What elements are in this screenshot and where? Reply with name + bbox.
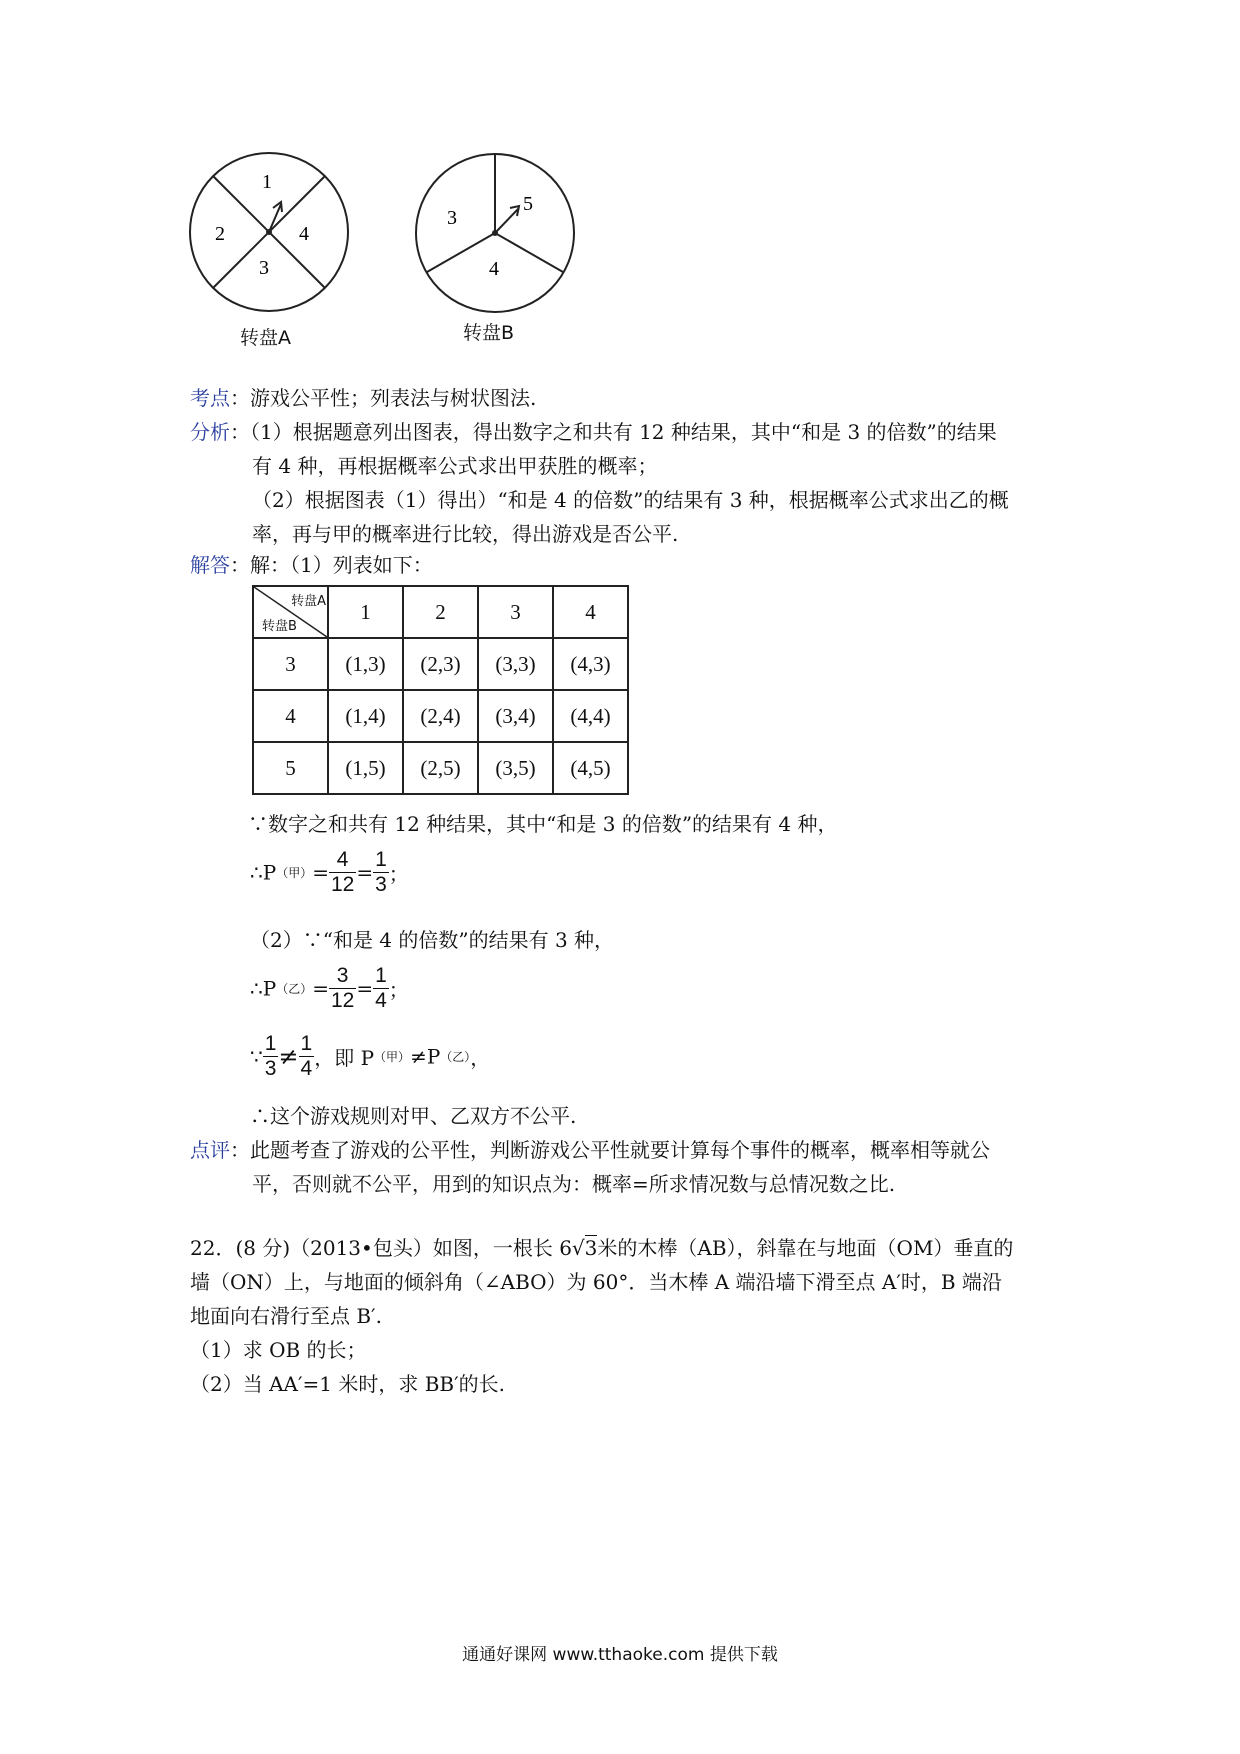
fraction-1-3 [373, 848, 389, 897]
p-jia-sub: （甲） [276, 866, 313, 880]
p-jia-formula [250, 848, 409, 897]
frac-den: 4 [375, 989, 387, 1012]
frac-num: 1 [264, 1032, 277, 1055]
table-cell: (2,5) [403, 742, 478, 794]
problem22-line-3: 地面向右滑行至点 B′. [190, 1304, 382, 1328]
frac-num: 1 [375, 964, 387, 987]
semicolon: ； [388, 978, 409, 1002]
table-row-header: 5 [253, 742, 328, 794]
fraction-4-12 [329, 848, 356, 897]
jieda-line [190, 551, 433, 579]
table-cell: (3,5) [478, 742, 553, 794]
eq-sign: = [356, 860, 374, 885]
table-cell: (2,3) [403, 638, 478, 690]
table-col-header: 3 [478, 586, 553, 638]
fenxi-line-2: 有 4 种，再根据概率公式求出甲获胜的概率； [252, 454, 658, 478]
p-yi-formula [250, 964, 409, 1013]
problem22-line-2: 墙（ON）上，与地面的倾斜角（∠ABO）为 60°．当木棒 A 端沿墙下滑至点 A′时，B 端沿 [190, 1270, 1002, 1294]
fenxi-text-1: ：（1）根据题意列出图表，得出数字之和共有 12 种结果，其中“和是 3 的倍数”的结果 [230, 420, 997, 444]
fraction-1-4-b [299, 1032, 315, 1081]
spinner-a-sector-4: 4 [299, 223, 309, 245]
semicolon: ； [388, 862, 409, 886]
jieda-tag: 解答 [190, 553, 230, 577]
comp-text-b: ≠P [410, 1044, 441, 1069]
problem22-text-a: 22．(8 分)（2013•包头）如图，一根长 6 [190, 1236, 572, 1260]
dianping-line-1 [190, 1136, 990, 1164]
dianping-tag: 点评 [190, 1138, 230, 1162]
table-cell: (4,4) [553, 690, 628, 742]
table-col-header: 4 [553, 586, 628, 638]
kaodian-tag: 考点 [190, 386, 230, 410]
sqrt-sign: √ [571, 1236, 585, 1260]
because-symbol: ∵ [250, 1044, 263, 1069]
comp-sub-a: （甲） [374, 1050, 411, 1064]
frac-num: 1 [375, 848, 387, 871]
spinner-a-sector-2: 2 [215, 223, 225, 245]
frac-den: 4 [300, 1057, 313, 1080]
table-cell: (3,4) [478, 690, 553, 742]
fenxi-line-1 [190, 418, 997, 446]
spinner-b-arrow [495, 208, 519, 233]
fenxi-line-4: 率，再与甲的概率进行比较，得出游戏是否公平. [252, 522, 679, 546]
solution-because-1: ∵数字之和共有 12 种结果，其中“和是 3 的倍数”的结果有 4 种， [248, 812, 838, 836]
frac-den: 3 [264, 1057, 277, 1080]
fraction-1-3-b [263, 1032, 279, 1081]
spinner-a-sector-3: 3 [259, 257, 269, 279]
problem22-text-b: 米的木棒（AB），斜靠在与地面（OM）垂直的 [597, 1236, 1014, 1260]
p-jia-eq: = [312, 860, 329, 885]
comp-end: ， [470, 1046, 491, 1070]
problem22-q2: （2）当 AA′=1 米时，求 BB′的长. [190, 1372, 505, 1396]
outcome-table [252, 585, 629, 795]
p-yi-eq: = [312, 976, 329, 1001]
fraction-1-4 [373, 964, 389, 1013]
spinner-b-label: 转盘B [463, 322, 515, 344]
table-cell: (1,4) [328, 690, 403, 742]
solution-part-2: （2）∵“和是 4 的倍数”的结果有 3 种， [250, 928, 615, 952]
frac-den: 3 [375, 873, 387, 896]
p-yi-label: ∴P [250, 976, 277, 1001]
table-cell: (3,3) [478, 638, 553, 690]
page-footer: 通通好课网 www.tthaoke.com 提供下载 [462, 1645, 778, 1665]
problem22-line-1 [190, 1234, 1013, 1262]
spinner-a-arrow [269, 204, 281, 232]
corner-label-a: 转盘A [291, 594, 326, 609]
table-row [253, 690, 628, 742]
table-col-header: 2 [403, 586, 478, 638]
corner-label-b: 转盘B [262, 619, 297, 634]
fenxi-tag: 分析 [190, 420, 230, 444]
table-row [253, 742, 628, 794]
sqrt-radicand: 3 [584, 1236, 598, 1260]
comp-sub-b: （乙） [440, 1050, 471, 1064]
dianping-line-2: 平，否则就不公平，用到的知识点为：概率=所求情况数与总情况数之比. [252, 1172, 896, 1196]
kaodian-text: ：游戏公平性；列表法与树状图法. [230, 386, 537, 410]
frac-num: 4 [329, 848, 356, 873]
comp-text-a: ，即 P [314, 1046, 375, 1070]
problem22-q1: （1）求 OB 的长； [190, 1338, 367, 1362]
table-corner-cell [253, 586, 328, 638]
frac-num: 1 [300, 1032, 313, 1055]
dianping-text-1: ：此题考查了游戏的公平性，判断游戏公平性就要计算每个事件的概率，概率相等就公 [230, 1138, 990, 1162]
table-row-header: 3 [253, 638, 328, 690]
table-cell: (4,5) [553, 742, 628, 794]
spinner-a-sector-1: 1 [262, 171, 272, 193]
p-yi-sub: （乙） [276, 982, 313, 996]
comparison-formula [250, 1032, 490, 1081]
spinner-b-sector-4: 4 [489, 258, 499, 280]
spinner-b-sector-3: 3 [447, 207, 457, 229]
jieda-text: ：解：（1）列表如下： [230, 553, 433, 577]
solution-conclusion: ∴这个游戏规则对甲、乙双方不公平. [250, 1104, 577, 1128]
frac-den: 12 [330, 989, 355, 1012]
table-cell: (4,3) [553, 638, 628, 690]
spinner-a-label: 转盘A [240, 327, 291, 349]
p-jia-label: ∴P [250, 860, 277, 885]
fenxi-line-3: （2）根据图表（1）得出）“和是 4 的倍数”的结果有 3 种，根据概率公式求出乙的概 [252, 488, 1009, 512]
not-equal-sign: ≠ [278, 1042, 299, 1071]
table-cell: (1,5) [328, 742, 403, 794]
spinner-b-sector-5: 5 [523, 193, 533, 215]
eq-sign: = [356, 976, 374, 1001]
kaodian-line [190, 384, 536, 412]
table-cell: (2,4) [403, 690, 478, 742]
table-row [253, 638, 628, 690]
table-col-header: 1 [328, 586, 403, 638]
frac-den: 12 [330, 873, 355, 896]
table-cell: (1,3) [328, 638, 403, 690]
frac-num: 3 [329, 964, 356, 989]
fraction-3-12 [329, 964, 356, 1013]
table-row-header: 4 [253, 690, 328, 742]
spinner-a-diagram [185, 150, 355, 350]
table-header-row [253, 586, 628, 638]
